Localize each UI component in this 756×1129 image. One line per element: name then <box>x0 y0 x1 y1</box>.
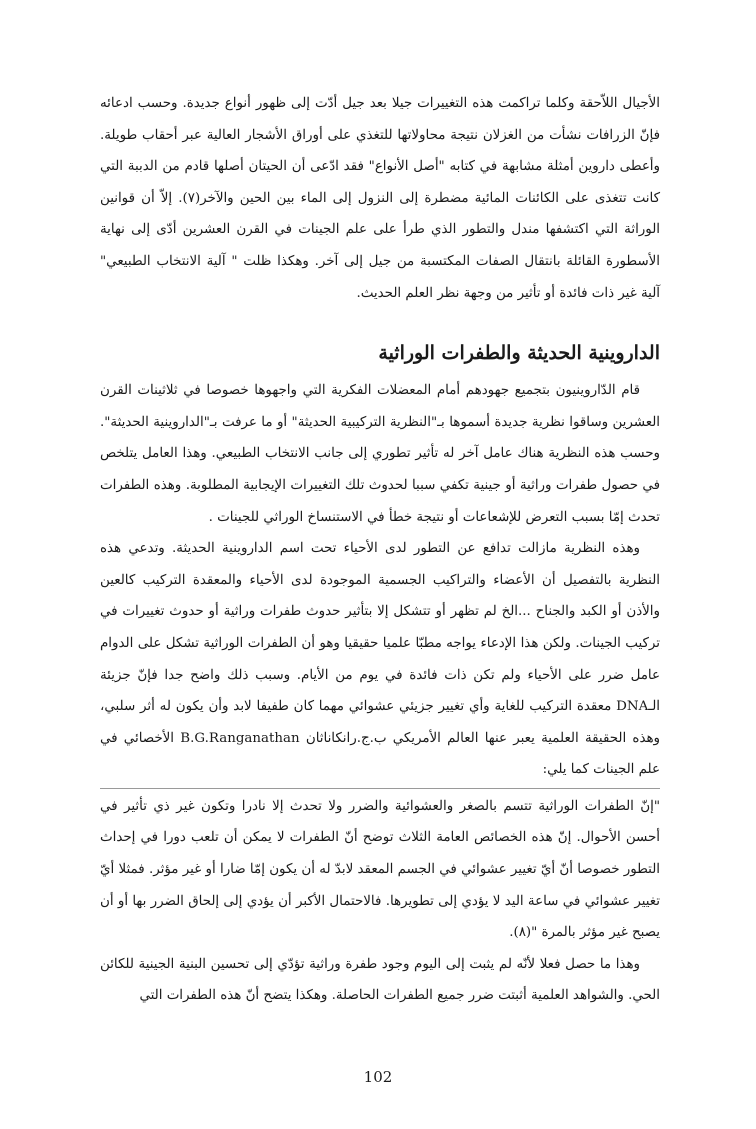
body-paragraph: قام الدّاروينيون بتجميع جهودهم أمام المعضلات الفكرية التي واجهوها خصوصا في ثلاثينات القرن العشرين وساقوا نظرية جديدة أسموها بـ"النظرية التركيبية الحديثة" أو ما عرفت بـ"الداروينية الحديثة". وحسب هذه النظرية هناك عامل آخر له تأثير تطوري إلى جانب الانتخاب الطبيعي. وهذا العامل يتلخص في حصول طفرات وراثية أو جينية تكفي سببا لحدوث تلك التغييرات الإيجابية المطلوبة. وهذه الطفرات تحدث إمّا بسبب التعرض للإشعاعات أو نتيجة خطأ في الاستنساخ الوراثي للجينات . <box>100 383 660 525</box>
body-paragraph: وهذا ما حصل فعلا لأنّه لم يثبت إلى اليوم وجود طفرة وراثية تؤدّي إلى تحسين البنية الجينية للكائن الحي. والشواهد العلمية أثبتت ضرر جميع الطفرات الحاصلة. وهكذا يتضح أنّ هذه الطفرات التي <box>100 956 660 1004</box>
body-paragraph: الأجيال اللاّحقة وكلما تراكمت هذه التغييرات جيلا بعد جيل أدّت إلى ظهور أنواع جديدة. وحسب ادعائه فإنّ الزرافات نشأت من الغزلان نتيجة محاولاتها للتغذي على أوراق الأشجار العالية عبر أحقاب طويلة. وأعطى داروين أمثلة مشابهة في كتابه "أصل الأنواع" فقد ادّعى أن الحيتان أصلها قادم من الدببة التي كانت تتغذى على الكائنات المائية مضطرة إلى النزول إلى الماء بين الحين والآخر(٧). إلاّ أن قوانين الوراثة التي اكتشفها مندل والتطور الذي طرأ على علم الجينات في القرن العشرين أدّى إلى نهاية الأسطورة القائلة بانتقال الصفات المكتسبة من جيل إلى آخر. وهكذا ظلت " آلية الانتخاب الطبيعي" آلية غير ذات فائدة أو تأثير من وجهة نظر العلم الحديث. <box>100 96 660 301</box>
section-heading: الداروينية الحديثة والطفرات الوراثية <box>378 342 660 365</box>
block-quote: "إنّ الطفرات الوراثية تتسم بالصغر والعشوائية والضرر ولا تحدث إلا نادرا وتكون غير ذي تأثير في أحسن الأحوال. إنّ هذه الخصائص العامة الثلاث توضح أنّ الطفرات لا يمكن أن تلعب دورا في إحداث التطور خصوصا أنّ أيّ تغيير عشوائي في الجسم المعقد لابدّ له أن يكون إمّا ضارا أو غير مؤثر. فمثلا أيّ تغيير عشوائي في ساعة اليد لا يؤدي إلى تطويرها. فالاحتمال الأكبر أن يؤدي إلى إلحاق الضرر بها أو أن يصبح غير مؤثر بالمرة "(٨). <box>100 788 660 949</box>
body-paragraph: وهذه النظرية مازالت تدافع عن التطور لدى الأحياء تحت اسم الداروينية الحديثة. وتدعي هذه النظرية بالتفصيل أن الأعضاء والتراكيب الجسمية الموجودة لدى الأحياء والمعقدة التركيب كالعين والأذن أو الكبد والجناح ...الخ لم تظهر أو تتشكل إلا بتأثير حدوث طفرات وراثية أو حدوث تغييرات في تركيب الجينات. ولكن هذا الإدعاء يواجه مطبّا علميا حقيقيا وهو أن الطفرات الوراثية تشكل على الدوام عامل ضرر على الأحياء ولم تكن ذات فائدة في يوم من الأيام. وسبب ذلك واضح جدا فإنّ جزيئة الـDNA معقدة التركيب للغاية وأي تغيير جزيئي عشوائي مهما كان طفيفا لابد وأن يكون له أثر سلبي، وهذه الحقيقة العلمية يعبر عنها العالم الأمريكي ب.ج.رانكاناثان B.G.Ranganathan الأخصائي في علم الجينات كما يلي: <box>100 541 660 778</box>
page-body <box>100 88 660 1012</box>
page-number: 102 <box>363 1068 393 1086</box>
